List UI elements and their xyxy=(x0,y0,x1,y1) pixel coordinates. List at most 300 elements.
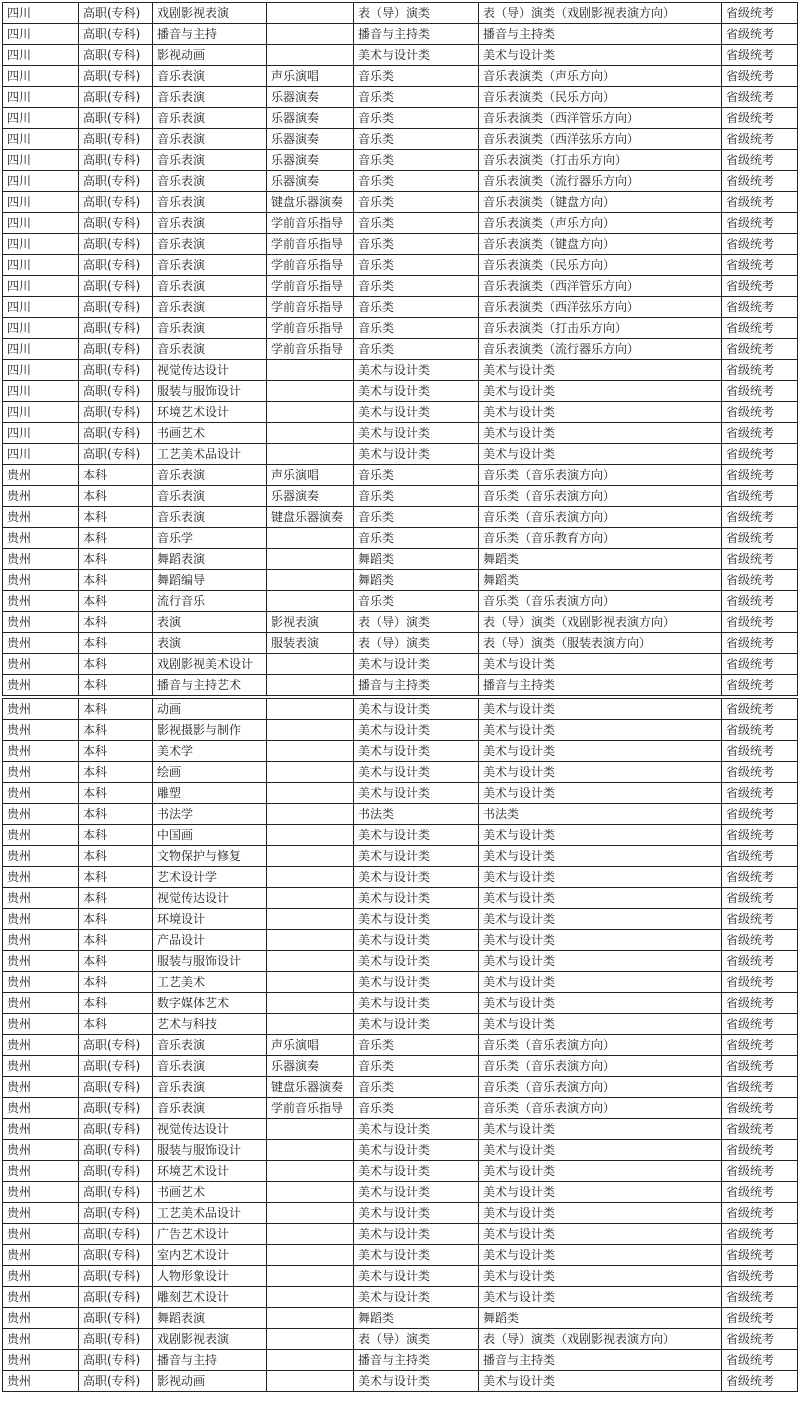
table-row xyxy=(3,1182,798,1203)
table-row xyxy=(3,909,798,930)
direction-cell: 学前音乐指导 xyxy=(267,213,354,234)
level-cell: 高职(专科) xyxy=(79,339,153,360)
level-cell: 高职(专科) xyxy=(79,402,153,423)
exam-type-cell: 美术与设计类 xyxy=(479,45,722,66)
province-cell: 贵州 xyxy=(3,1203,79,1224)
province-cell: 四川 xyxy=(3,318,79,339)
exam-type-cell: 音乐类（音乐表演方向） xyxy=(479,465,722,486)
level-cell: 高职(专科) xyxy=(79,1371,153,1392)
exam-type-cell: 美术与设计类 xyxy=(479,930,722,951)
province-cell: 贵州 xyxy=(3,1014,79,1035)
major-cell: 表演 xyxy=(153,612,267,633)
exam-mode-cell: 省级统考 xyxy=(722,930,798,951)
exam-mode-cell: 省级统考 xyxy=(722,1014,798,1035)
exam-mode-cell: 省级统考 xyxy=(722,66,798,87)
exam-mode-cell: 省级统考 xyxy=(722,381,798,402)
exam-type-cell: 表（导）演类（戏剧影视表演方向） xyxy=(479,612,722,633)
direction-cell xyxy=(267,1161,354,1182)
major-cell: 音乐学 xyxy=(153,528,267,549)
exam-type-cell: 音乐类（音乐表演方向） xyxy=(479,1056,722,1077)
exam-type-cell: 音乐表演类（西洋管乐方向） xyxy=(479,108,722,129)
major-cell: 音乐表演 xyxy=(153,1035,267,1056)
major-cell: 音乐表演 xyxy=(153,1077,267,1098)
direction-cell xyxy=(267,1371,354,1392)
province-cell: 贵州 xyxy=(3,1035,79,1056)
table-row xyxy=(3,570,798,591)
direction-cell: 乐器演奏 xyxy=(267,486,354,507)
major-cell: 工艺美术品设计 xyxy=(153,444,267,465)
province-cell: 四川 xyxy=(3,3,79,24)
exam-type-cell: 表（导）演类（戏剧影视表演方向） xyxy=(479,1329,722,1350)
direction-cell xyxy=(267,783,354,804)
direction-cell xyxy=(267,1014,354,1035)
table-row xyxy=(3,444,798,465)
major-cell: 影视动画 xyxy=(153,1371,267,1392)
exam-type-cell: 书法类 xyxy=(479,804,722,825)
category-cell: 美术与设计类 xyxy=(354,1224,479,1245)
level-cell: 本科 xyxy=(79,909,153,930)
exam-type-cell: 音乐表演类（打击乐方向） xyxy=(479,150,722,171)
major-cell: 音乐表演 xyxy=(153,297,267,318)
table-row xyxy=(3,234,798,255)
major-cell: 工艺美术品设计 xyxy=(153,1203,267,1224)
category-cell: 美术与设计类 xyxy=(354,1287,479,1308)
exam-type-cell: 音乐表演类（西洋弦乐方向） xyxy=(479,129,722,150)
category-cell: 美术与设计类 xyxy=(354,1014,479,1035)
table-row xyxy=(3,108,798,129)
table-row xyxy=(3,1245,798,1266)
major-cell: 流行音乐 xyxy=(153,591,267,612)
table-row xyxy=(3,633,798,654)
table-row xyxy=(3,24,798,45)
province-cell: 四川 xyxy=(3,87,79,108)
table-row xyxy=(3,1140,798,1161)
major-cell: 播音与主持 xyxy=(153,1350,267,1371)
province-cell: 贵州 xyxy=(3,1056,79,1077)
exam-mode-cell: 省级统考 xyxy=(722,762,798,783)
exam-type-cell: 音乐表演类（民乐方向） xyxy=(479,255,722,276)
province-cell: 贵州 xyxy=(3,699,79,720)
direction-cell: 声乐演唱 xyxy=(267,66,354,87)
table-row xyxy=(3,465,798,486)
province-cell: 贵州 xyxy=(3,951,79,972)
direction-cell xyxy=(267,444,354,465)
exam-type-cell: 美术与设计类 xyxy=(479,1203,722,1224)
direction-cell: 服装表演 xyxy=(267,633,354,654)
exam-type-cell: 美术与设计类 xyxy=(479,1287,722,1308)
table-row xyxy=(3,675,798,696)
table-row xyxy=(3,1329,798,1350)
exam-type-cell: 美术与设计类 xyxy=(479,1371,722,1392)
level-cell: 本科 xyxy=(79,549,153,570)
exam-type-cell: 音乐类（音乐表演方向） xyxy=(479,1077,722,1098)
level-cell: 本科 xyxy=(79,783,153,804)
exam-mode-cell: 省级统考 xyxy=(722,150,798,171)
major-cell: 视觉传达设计 xyxy=(153,360,267,381)
direction-cell xyxy=(267,972,354,993)
province-cell: 贵州 xyxy=(3,612,79,633)
province-cell: 贵州 xyxy=(3,1182,79,1203)
province-cell: 四川 xyxy=(3,234,79,255)
exam-mode-cell: 省级统考 xyxy=(722,1308,798,1329)
level-cell: 高职(专科) xyxy=(79,423,153,444)
exam-type-cell: 美术与设计类 xyxy=(479,720,722,741)
exam-type-cell: 美术与设计类 xyxy=(479,762,722,783)
province-cell: 贵州 xyxy=(3,654,79,675)
category-cell: 美术与设计类 xyxy=(354,783,479,804)
level-cell: 本科 xyxy=(79,591,153,612)
table-row xyxy=(3,1308,798,1329)
major-cell: 产品设计 xyxy=(153,930,267,951)
exam-mode-cell: 省级统考 xyxy=(722,3,798,24)
exam-mode-cell: 省级统考 xyxy=(722,549,798,570)
category-cell: 美术与设计类 xyxy=(354,867,479,888)
exam-mode-cell: 省级统考 xyxy=(722,1161,798,1182)
province-cell: 四川 xyxy=(3,402,79,423)
major-cell: 播音与主持 xyxy=(153,24,267,45)
exam-type-cell: 音乐类（音乐表演方向） xyxy=(479,1098,722,1119)
major-cell: 音乐表演 xyxy=(153,1056,267,1077)
direction-cell: 乐器演奏 xyxy=(267,150,354,171)
major-cell: 艺术与科技 xyxy=(153,1014,267,1035)
direction-cell xyxy=(267,1287,354,1308)
table-row xyxy=(3,171,798,192)
exam-mode-cell: 省级统考 xyxy=(722,741,798,762)
category-cell: 表（导）演类 xyxy=(354,1329,479,1350)
exam-type-cell: 表（导）演类（服装表演方向） xyxy=(479,633,722,654)
category-cell: 美术与设计类 xyxy=(354,444,479,465)
exam-mode-cell: 省级统考 xyxy=(722,444,798,465)
exam-mode-cell: 省级统考 xyxy=(722,1056,798,1077)
level-cell: 本科 xyxy=(79,825,153,846)
province-cell: 贵州 xyxy=(3,1245,79,1266)
exam-type-cell: 美术与设计类 xyxy=(479,1014,722,1035)
exam-mode-cell: 省级统考 xyxy=(722,675,798,696)
major-cell: 音乐表演 xyxy=(153,486,267,507)
exam-mode-cell: 省级统考 xyxy=(722,486,798,507)
direction-cell xyxy=(267,24,354,45)
exam-type-cell: 音乐表演类（流行器乐方向） xyxy=(479,171,722,192)
province-cell: 贵州 xyxy=(3,507,79,528)
level-cell: 高职(专科) xyxy=(79,24,153,45)
exam-mode-cell: 省级统考 xyxy=(722,699,798,720)
level-cell: 高职(专科) xyxy=(79,66,153,87)
province-cell: 四川 xyxy=(3,213,79,234)
exam-mode-cell: 省级统考 xyxy=(722,888,798,909)
exam-mode-cell: 省级统考 xyxy=(722,108,798,129)
level-cell: 高职(专科) xyxy=(79,45,153,66)
exam-type-cell: 表（导）演类（戏剧影视表演方向） xyxy=(479,3,722,24)
direction-cell: 学前音乐指导 xyxy=(267,339,354,360)
category-cell: 音乐类 xyxy=(354,297,479,318)
province-cell: 四川 xyxy=(3,129,79,150)
major-cell: 音乐表演 xyxy=(153,66,267,87)
level-cell: 本科 xyxy=(79,1014,153,1035)
level-cell: 高职(专科) xyxy=(79,87,153,108)
category-cell: 美术与设计类 xyxy=(354,1245,479,1266)
category-cell: 音乐类 xyxy=(354,129,479,150)
level-cell: 高职(专科) xyxy=(79,444,153,465)
province-cell: 贵州 xyxy=(3,1329,79,1350)
category-cell: 音乐类 xyxy=(354,318,479,339)
exam-mode-cell: 省级统考 xyxy=(722,1329,798,1350)
table-row xyxy=(3,339,798,360)
level-cell: 高职(专科) xyxy=(79,360,153,381)
province-cell: 贵州 xyxy=(3,675,79,696)
major-cell: 数字媒体艺术 xyxy=(153,993,267,1014)
province-cell: 贵州 xyxy=(3,888,79,909)
exam-type-cell: 舞蹈类 xyxy=(479,1308,722,1329)
category-cell: 音乐类 xyxy=(354,591,479,612)
province-cell: 四川 xyxy=(3,66,79,87)
table-row xyxy=(3,888,798,909)
major-cell: 中国画 xyxy=(153,825,267,846)
category-cell: 音乐类 xyxy=(354,528,479,549)
direction-cell xyxy=(267,762,354,783)
level-cell: 本科 xyxy=(79,720,153,741)
category-cell: 舞蹈类 xyxy=(354,549,479,570)
province-cell: 贵州 xyxy=(3,783,79,804)
exam-type-cell: 美术与设计类 xyxy=(479,381,722,402)
province-cell: 贵州 xyxy=(3,486,79,507)
direction-cell: 声乐演唱 xyxy=(267,465,354,486)
province-cell: 四川 xyxy=(3,381,79,402)
major-cell: 室内艺术设计 xyxy=(153,1245,267,1266)
table-row xyxy=(3,1119,798,1140)
province-cell: 贵州 xyxy=(3,1350,79,1371)
exam-mode-cell: 省级统考 xyxy=(722,783,798,804)
table-row xyxy=(3,1224,798,1245)
major-cell: 音乐表演 xyxy=(153,318,267,339)
exam-type-cell: 美术与设计类 xyxy=(479,909,722,930)
category-cell: 音乐类 xyxy=(354,465,479,486)
category-cell: 音乐类 xyxy=(354,150,479,171)
category-cell: 音乐类 xyxy=(354,1098,479,1119)
major-cell: 音乐表演 xyxy=(153,192,267,213)
exam-type-cell: 播音与主持类 xyxy=(479,675,722,696)
table-row xyxy=(3,951,798,972)
direction-cell: 键盘乐器演奏 xyxy=(267,192,354,213)
table-row xyxy=(3,825,798,846)
table-row xyxy=(3,1035,798,1056)
level-cell: 本科 xyxy=(79,570,153,591)
major-cell: 音乐表演 xyxy=(153,108,267,129)
major-cell: 音乐表演 xyxy=(153,276,267,297)
province-cell: 贵州 xyxy=(3,1371,79,1392)
category-cell: 播音与主持类 xyxy=(354,675,479,696)
table-row xyxy=(3,654,798,675)
level-cell: 高职(专科) xyxy=(79,1098,153,1119)
province-cell: 贵州 xyxy=(3,465,79,486)
table-row xyxy=(3,381,798,402)
table-row xyxy=(3,993,798,1014)
table-row xyxy=(3,402,798,423)
direction-cell xyxy=(267,930,354,951)
province-cell: 四川 xyxy=(3,297,79,318)
exam-type-cell: 美术与设计类 xyxy=(479,654,722,675)
province-cell: 贵州 xyxy=(3,972,79,993)
direction-cell xyxy=(267,1224,354,1245)
table-row xyxy=(3,1077,798,1098)
table-row xyxy=(3,972,798,993)
direction-cell xyxy=(267,591,354,612)
major-cell: 雕刻艺术设计 xyxy=(153,1287,267,1308)
province-cell: 四川 xyxy=(3,360,79,381)
category-cell: 书法类 xyxy=(354,804,479,825)
direction-cell xyxy=(267,867,354,888)
level-cell: 本科 xyxy=(79,993,153,1014)
major-cell: 表演 xyxy=(153,633,267,654)
level-cell: 本科 xyxy=(79,741,153,762)
exam-mode-cell: 省级统考 xyxy=(722,846,798,867)
major-cell: 文物保护与修复 xyxy=(153,846,267,867)
exam-mode-cell: 省级统考 xyxy=(722,633,798,654)
category-cell: 音乐类 xyxy=(354,87,479,108)
level-cell: 本科 xyxy=(79,762,153,783)
level-cell: 高职(专科) xyxy=(79,1245,153,1266)
exam-type-cell: 舞蹈类 xyxy=(479,549,722,570)
province-cell: 贵州 xyxy=(3,633,79,654)
category-cell: 美术与设计类 xyxy=(354,993,479,1014)
category-cell: 美术与设计类 xyxy=(354,825,479,846)
table-row xyxy=(3,3,798,24)
exam-mode-cell: 省级统考 xyxy=(722,951,798,972)
exam-mode-cell: 省级统考 xyxy=(722,612,798,633)
table-row xyxy=(3,1014,798,1035)
level-cell: 高职(专科) xyxy=(79,108,153,129)
category-cell: 表（导）演类 xyxy=(354,3,479,24)
level-cell: 本科 xyxy=(79,699,153,720)
level-cell: 高职(专科) xyxy=(79,255,153,276)
category-cell: 表（导）演类 xyxy=(354,612,479,633)
province-cell: 四川 xyxy=(3,24,79,45)
table-row xyxy=(3,762,798,783)
exam-type-cell: 音乐类（音乐教育方向） xyxy=(479,528,722,549)
major-cell: 美术学 xyxy=(153,741,267,762)
major-cell: 视觉传达设计 xyxy=(153,1119,267,1140)
province-cell: 贵州 xyxy=(3,741,79,762)
direction-cell: 学前音乐指导 xyxy=(267,234,354,255)
level-cell: 高职(专科) xyxy=(79,1119,153,1140)
exam-type-cell: 舞蹈类 xyxy=(479,570,722,591)
level-cell: 本科 xyxy=(79,930,153,951)
table-row xyxy=(3,720,798,741)
level-cell: 高职(专科) xyxy=(79,1056,153,1077)
category-cell: 美术与设计类 xyxy=(354,888,479,909)
exam-type-cell: 美术与设计类 xyxy=(479,867,722,888)
direction-cell: 学前音乐指导 xyxy=(267,1098,354,1119)
province-cell: 四川 xyxy=(3,192,79,213)
exam-type-cell: 美术与设计类 xyxy=(479,1266,722,1287)
direction-cell xyxy=(267,3,354,24)
exam-mode-cell: 省级统考 xyxy=(722,87,798,108)
category-cell: 美术与设计类 xyxy=(354,699,479,720)
province-cell: 贵州 xyxy=(3,570,79,591)
category-cell: 舞蹈类 xyxy=(354,1308,479,1329)
exam-mode-cell: 省级统考 xyxy=(722,1119,798,1140)
direction-cell xyxy=(267,720,354,741)
category-cell: 舞蹈类 xyxy=(354,570,479,591)
level-cell: 高职(专科) xyxy=(79,1287,153,1308)
direction-cell xyxy=(267,570,354,591)
table-row xyxy=(3,45,798,66)
exam-mode-cell: 省级统考 xyxy=(722,402,798,423)
table-row xyxy=(3,591,798,612)
major-cell: 雕塑 xyxy=(153,783,267,804)
exam-type-cell: 美术与设计类 xyxy=(479,1182,722,1203)
major-cell: 音乐表演 xyxy=(153,87,267,108)
category-cell: 美术与设计类 xyxy=(354,930,479,951)
exam-type-cell: 美术与设计类 xyxy=(479,783,722,804)
exam-mode-cell: 省级统考 xyxy=(722,1287,798,1308)
major-cell: 书画艺术 xyxy=(153,1182,267,1203)
province-cell: 贵州 xyxy=(3,1308,79,1329)
exam-type-cell: 音乐表演类（声乐方向） xyxy=(479,66,722,87)
category-cell: 音乐类 xyxy=(354,1056,479,1077)
direction-cell: 键盘乐器演奏 xyxy=(267,507,354,528)
major-cell: 工艺美术 xyxy=(153,972,267,993)
category-cell: 音乐类 xyxy=(354,339,479,360)
exam-mode-cell: 省级统考 xyxy=(722,465,798,486)
direction-cell xyxy=(267,402,354,423)
level-cell: 本科 xyxy=(79,972,153,993)
table-body xyxy=(3,3,798,1392)
major-cell: 播音与主持艺术 xyxy=(153,675,267,696)
exam-mode-cell: 省级统考 xyxy=(722,1077,798,1098)
exam-mode-cell: 省级统考 xyxy=(722,507,798,528)
category-cell: 美术与设计类 xyxy=(354,423,479,444)
exam-type-cell: 美术与设计类 xyxy=(479,444,722,465)
province-cell: 贵州 xyxy=(3,528,79,549)
major-cell: 音乐表演 xyxy=(153,339,267,360)
table-row xyxy=(3,930,798,951)
exam-type-cell: 美术与设计类 xyxy=(479,699,722,720)
level-cell: 高职(专科) xyxy=(79,3,153,24)
direction-cell: 乐器演奏 xyxy=(267,108,354,129)
direction-cell: 学前音乐指导 xyxy=(267,255,354,276)
level-cell: 高职(专科) xyxy=(79,192,153,213)
category-cell: 美术与设计类 xyxy=(354,654,479,675)
category-cell: 播音与主持类 xyxy=(354,24,479,45)
major-cell: 音乐表演 xyxy=(153,1098,267,1119)
province-cell: 贵州 xyxy=(3,909,79,930)
direction-cell: 乐器演奏 xyxy=(267,87,354,108)
level-cell: 高职(专科) xyxy=(79,129,153,150)
category-cell: 音乐类 xyxy=(354,1035,479,1056)
direction-cell xyxy=(267,888,354,909)
province-cell: 四川 xyxy=(3,276,79,297)
exam-mode-cell: 省级统考 xyxy=(722,45,798,66)
major-cell: 绘画 xyxy=(153,762,267,783)
exam-mode-cell: 省级统考 xyxy=(722,972,798,993)
direction-cell xyxy=(267,1350,354,1371)
exam-mode-cell: 省级统考 xyxy=(722,192,798,213)
direction-cell xyxy=(267,1203,354,1224)
province-cell: 贵州 xyxy=(3,1161,79,1182)
major-cell: 人物形象设计 xyxy=(153,1266,267,1287)
direction-cell xyxy=(267,846,354,867)
category-cell: 音乐类 xyxy=(354,486,479,507)
table-row xyxy=(3,1161,798,1182)
level-cell: 高职(专科) xyxy=(79,1161,153,1182)
exam-type-cell: 美术与设计类 xyxy=(479,741,722,762)
province-cell: 贵州 xyxy=(3,1287,79,1308)
level-cell: 高职(专科) xyxy=(79,150,153,171)
province-cell: 四川 xyxy=(3,45,79,66)
direction-cell: 声乐演唱 xyxy=(267,1035,354,1056)
direction-cell: 乐器演奏 xyxy=(267,129,354,150)
exam-type-cell: 美术与设计类 xyxy=(479,825,722,846)
